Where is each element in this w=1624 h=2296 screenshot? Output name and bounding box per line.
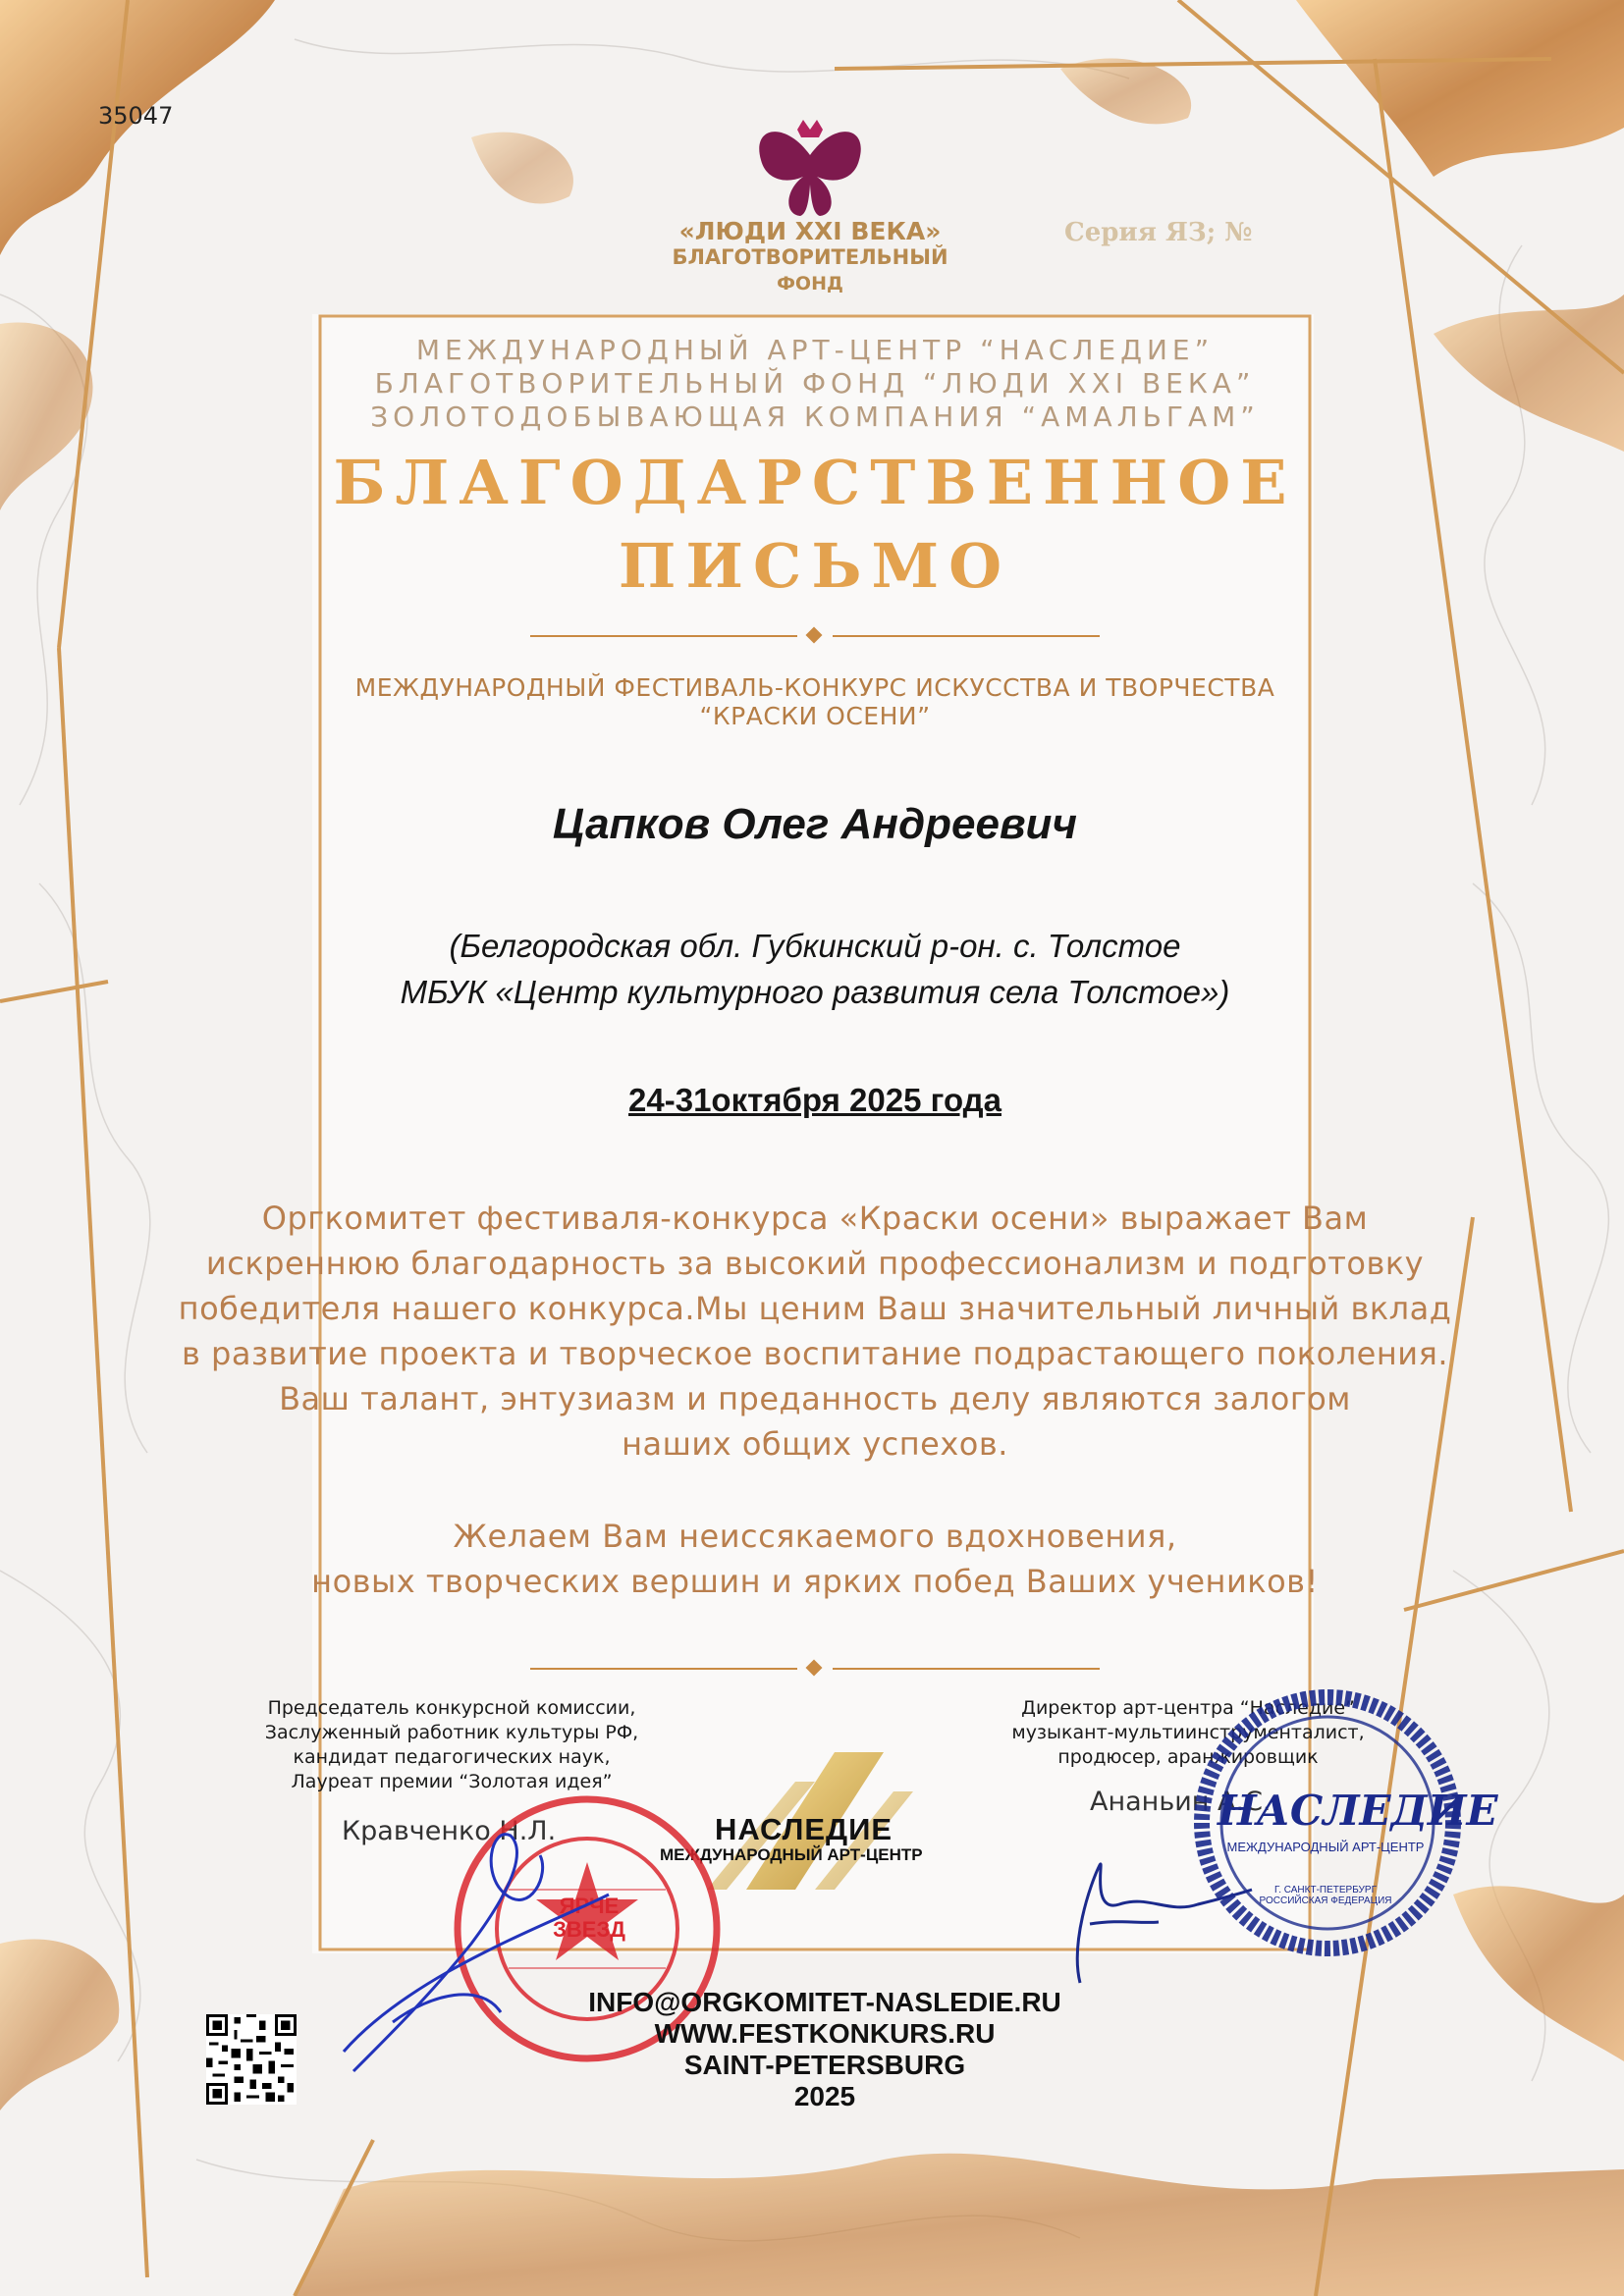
organizer-line-2: БЛАГОТВОРИТЕЛЬНЫЙ ФОНД “ЛЮДИ XXI ВЕКА” <box>374 367 1256 400</box>
left-signatory-title-line: Заслуженный работник культуры РФ, <box>264 1722 639 1743</box>
recipient-location-line2: МБУК «Центр культурного развития села Толстое») <box>400 974 1230 1010</box>
contacts-block <box>550 1987 1100 2112</box>
right-signatory-title-line: Директор арт-центра “Наследие” <box>1021 1697 1355 1719</box>
series-number: Серия ЯЗ; № <box>1064 218 1253 247</box>
contact-year: 2025 <box>793 2081 856 2111</box>
right-signatory-name: Ананьин А.С. <box>1090 1787 1272 1817</box>
left-signatory-title-line: кандидат педагогических наук, <box>293 1746 611 1768</box>
right-signatory-title-line: музыкант-мультиинструменталист, <box>1011 1722 1365 1743</box>
right-signatory-title-line: продюсер, аранжировщик <box>1057 1746 1319 1768</box>
fund-name <box>628 218 992 297</box>
center-logo-subtitle: МЕЖДУНАРОДНЫЙ АРТ-ЦЕНТР <box>660 1845 923 1864</box>
fund-name-line1: «ЛЮДИ XXI ВЕКА» <box>678 217 942 245</box>
blue-stamp-city: Г. САНКТ-ПЕТЕРБУРГ РОССИЙСКАЯ ФЕДЕРАЦИЯ <box>1259 1885 1392 1906</box>
body-line: Ваш талант, энтузиазм и преданность делу являются залогом <box>279 1380 1351 1417</box>
qr-code-icon <box>206 2014 297 2105</box>
red-stamp-center-text: ЯРЧЕ ЗВЕЗД <box>553 1894 625 1942</box>
body-line: в развитие проекта и творческое воспитание подрастающего поколения. <box>182 1335 1448 1372</box>
contact-city: SAINT-PETERSBURG <box>683 2050 966 2080</box>
butterfly-logo-icon <box>746 116 874 224</box>
left-signatory-title-line: Председатель конкурсной комиссии, <box>267 1697 636 1719</box>
event-dates: 24-31октября 2025 года <box>628 1082 1001 1118</box>
organizer-line-1: МЕЖДУНАРОДНЫЙ АРТ-ЦЕНТР “НАСЛЕДИЕ” <box>415 334 1215 366</box>
center-logo-title: НАСЛЕДИЕ <box>715 1812 893 1846</box>
document-title-line2: ПИСЬМО <box>618 530 1012 602</box>
body-line: Желаем Вам неиссякаемого вдохновения, <box>453 1518 1177 1555</box>
left-signatory-title <box>236 1696 668 1794</box>
recipient-location-line1: (Белгородская обл. Губкинский р-он. с. Толстое <box>449 928 1181 964</box>
recipient-name: Цапков Олег Андреевич <box>552 800 1078 848</box>
contact-website: WWW.FESTKONKURS.RU <box>654 2018 996 2049</box>
fund-name-line3: ФОНД <box>777 273 843 294</box>
right-signature-icon <box>1060 1826 1257 1993</box>
document-title-line1: БЛАГОДАРСТВЕННОЕ <box>333 447 1297 518</box>
blue-stamp-subtitle: МЕЖДУНАРОДНЫЙ АРТ-ЦЕНТР <box>1226 1840 1425 1854</box>
body-line: искреннюю благодарность за высокий профессионализм и подготовку <box>205 1245 1425 1282</box>
left-signatory-name: Кравченко Н.Л. <box>342 1816 557 1846</box>
body-line: новых творческих вершин и ярких побед Ваших учеников! <box>311 1563 1319 1600</box>
body-line: наших общих успехов. <box>622 1425 1008 1463</box>
blue-stamp-center-text: НАСЛЕДИЕ <box>1218 1787 1498 1835</box>
contact-email: INFO@ORGKOMITET-NASLEDIE.RU <box>588 1987 1061 2017</box>
festival-name: МЕЖДУНАРОДНЫЙ ФЕСТИВАЛЬ-КОНКУРС ИСКУССТВА И ТВОРЧЕСТВА “КРАСКИ ОСЕНИ” <box>354 673 1275 730</box>
fund-name-line2: БЛАГОТВОРИТЕЛЬНЫЙ <box>672 245 948 269</box>
document-number: 35047 <box>98 102 174 130</box>
organizer-line-3: ЗОЛОТОДОБЫВАЮЩАЯ КОМПАНИЯ “АМАЛЬГАМ” <box>370 400 1260 433</box>
left-signatory-title-line: Лауреат премии “Золотая идея” <box>291 1771 613 1792</box>
body-line: победителя нашего конкурса.Мы ценим Ваш значительный личный вклад <box>178 1290 1452 1327</box>
body-line: Оргкомитет фестиваля-конкурса «Краски осени» выражает Вам <box>261 1200 1369 1237</box>
